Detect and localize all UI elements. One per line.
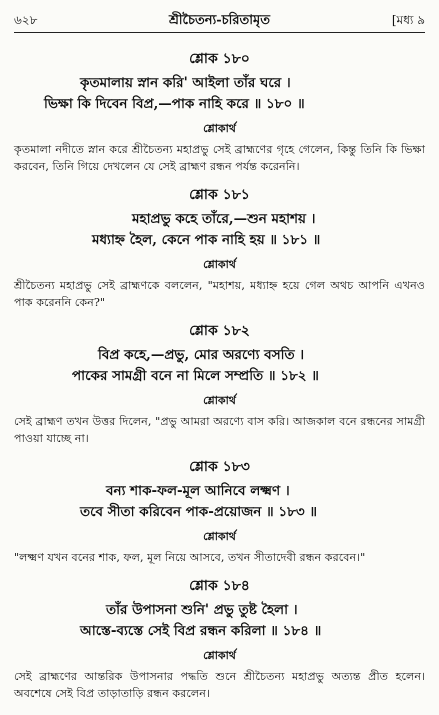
verse-180: [14, 47, 425, 175]
translation-text: "লক্ষ্মণ যখন বনের শাক, ফল, মূল নিয়ে আসবে, তখন সীতাদেবী রন্ধন করবেন।": [14, 551, 366, 564]
book-title: শ্রীচৈতন্য-চরিতামৃত: [168, 13, 271, 28]
verse-line-1: বন্য শাক-ফল-মূল আনিবে লক্ষ্মণ ।: [106, 483, 290, 499]
translation-text: শ্রীচৈতন্য মহাপ্রভু সেই ব্রাহ্মণকে বললেন, "মহাশয়, মধ্যাহ্ন হয়ে গেল অথচ আপনি এখনও পাক করেননি কেন?": [14, 279, 425, 309]
verse-182: [14, 319, 425, 447]
translation-label: শ্লোকার্থ: [203, 394, 236, 407]
translation-text: সেই ব্রাহ্মণ তখন উত্তর দিলেন, "প্রভু আমরা অরণ্যে বাস করি। আজকাল বনে রন্ধনের সামগ্রী পাওয়া যাচ্ছে না।: [14, 415, 425, 445]
verse-line-1: বিপ্র কহে,—প্রভু, মোর অরণ্যে বসতি ।: [98, 347, 305, 363]
page-header: [14, 10, 425, 33]
translation-label: শ্লোকার্থ: [203, 122, 236, 135]
verse-183: [14, 455, 425, 566]
verse-line-2: মধ্যাহ্ন হৈল, কেনে পাক নাহি হয় ॥ ১৮১ ॥: [92, 232, 321, 248]
verse-title: শ্লোক ১৮১: [189, 187, 250, 203]
verse-line-1: মহাপ্রভু কহে তাঁরে,—শুন মহাশয় ।: [132, 211, 316, 227]
verse-line-2: আস্তে-ব্যস্তে সেই বিপ্র রন্ধন করিলা ॥ ১৮৪ ॥: [80, 623, 322, 639]
verse-title: শ্লোক ১৮০: [189, 51, 250, 67]
translation-label: শ্লোকার্থ: [203, 649, 236, 662]
verse-line-2: তবে সীতা করিবেন পাক-প্রয়োজন ॥ ১৮৩ ॥: [80, 504, 318, 520]
verse-184: [14, 574, 425, 702]
translation-text: সেই ব্রাহ্মণের আন্তরিক উপাসনার পদ্ধতি শুনে শ্রীচৈতন্য মহাপ্রভু অত্যন্ত প্রীত হলেন। অবশেষে সেই বিপ্র তাড়াতাড়ি রন্ধন করলেন।: [14, 670, 425, 700]
translation-label: শ্লোকার্থ: [203, 530, 236, 543]
translation-label: শ্লোকার্থ: [203, 258, 236, 271]
verse-line-1: তাঁর উপাসনা শুনি' প্রভু তুষ্ট হৈলা ।: [106, 602, 298, 618]
verse-line-2: ভিক্ষা কি দিবেন বিপ্র,—পাক নাহি করে ॥ ১৮০ ॥: [44, 96, 305, 112]
verse-title: শ্লোক ১৮৩: [189, 459, 250, 475]
page-number: ৬২৮: [14, 13, 38, 27]
section-label: [মধ্য ৯: [391, 13, 425, 27]
verse-line-1: কৃতমালায় স্নান করি' আইলা তাঁর ঘরে ।: [80, 75, 291, 91]
verse-title: শ্লোক ১৮৪: [189, 578, 250, 594]
verse-title: শ্লোক ১৮২: [189, 323, 250, 339]
translation-text: কৃতমালা নদীতে স্নান করে শ্রীচৈতন্য মহাপ্রভু সেই ব্রাহ্মণের গৃহে গেলেন, কিন্তু তিনি কি ভিক্ষা করবেন, তিনি গিয়ে দেখলেন যে সেই ব্রাহ্মণ রন্ধন পর্যন্ত করেননি।: [14, 143, 425, 173]
verse-line-2: পাকের সামগ্রী বনে না মিলে সম্প্রতি ॥ ১৮২ ॥: [72, 368, 319, 384]
verse-181: [14, 183, 425, 311]
